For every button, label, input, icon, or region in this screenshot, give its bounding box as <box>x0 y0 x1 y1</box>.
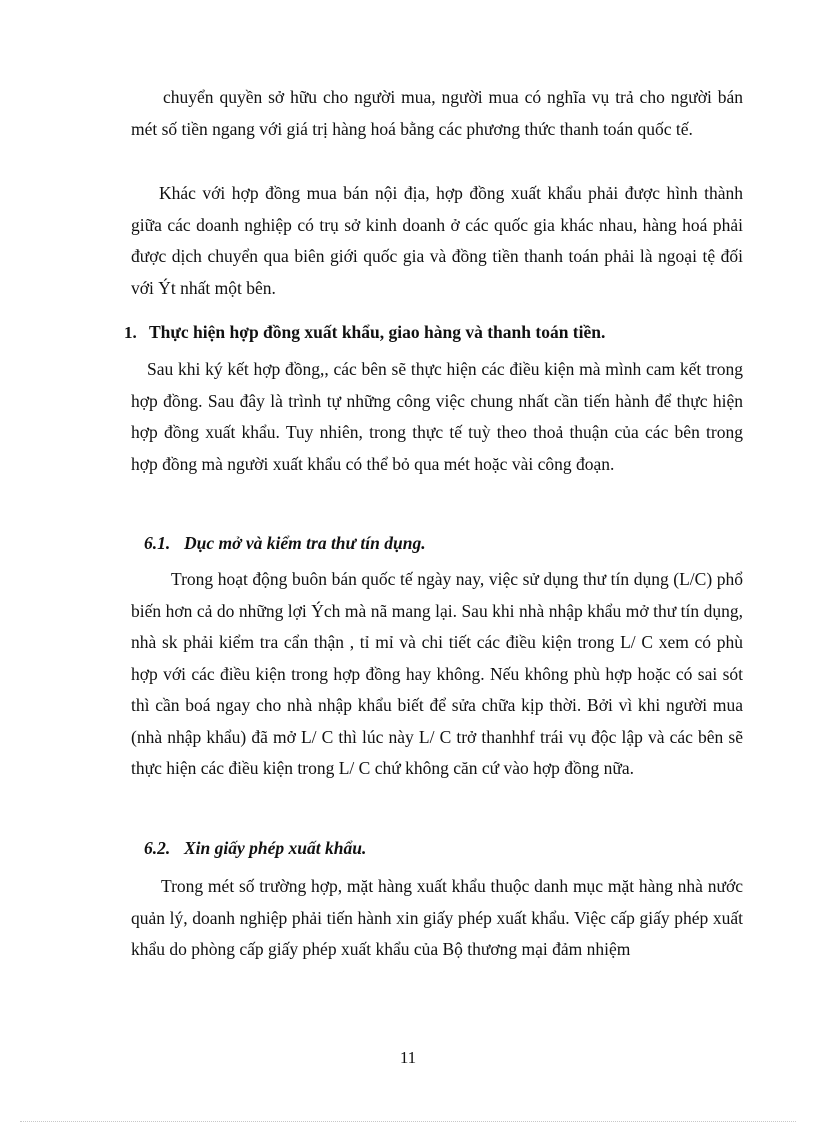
subsection-title: Xin giấy phép xuất khẩu. <box>184 838 367 858</box>
paragraph: Trong mét số trường hợp, mặt hàng xuất khẩu thuộc danh mục mặt hàng nhà nước quản lý, doanh nghiệp phải tiến hành xin giấy phép xuất khẩu. Việc cấp giấy phép xuất khẩu do phòng cấp giấy phép xuất khẩu của Bộ thương mại đảm nhiệm <box>131 876 743 959</box>
page-bottom-border <box>20 1121 796 1122</box>
section-title: Thực hiện hợp đồng xuất khẩu, giao hàng và thanh toán tiền. <box>149 322 606 342</box>
section-number: 1. <box>124 323 137 342</box>
paragraph: chuyển quyền sở hữu cho người mua, người mua có nghĩa vụ trả cho người bán mét số tiền ngang với giá trị hàng hoá bằng các phương thức thanh toán quốc tế. <box>131 87 743 139</box>
paragraph: Sau khi ký kết hợp đồng,, các bên sẽ thực hiện các điều kiện mà mình cam kết trong hợp đồng. Sau đây là trình tự những công việc chung nhất cần tiến hành để thực hiện hợp đồng xuất khẩu. Tuy nhiên, trong thực tế tuỳ theo thoả thuận của các bên trong hợp đồng mà người xuất khẩu có thể bỏ qua mét hoặc vài công đoạn. <box>131 359 743 474</box>
paragraph: Trong hoạt động buôn bán quốc tế ngày nay, việc sử dụng thư tín dụng (L/C) phổ biến hơn cả do những lợi Ých mà nã mang lại. Sau khi nhà nhập khẩu mở thư tín dụng, nhà sk phải kiểm tra cẩn thận , tỉ mỉ và chi tiết các điều kiện trong L/ C xem có phù hợp với các điều kiện trong hợp đồng hay không. Nếu không phù hợp hoặc có sai sót thì cần boá ngay cho nhà nhập khẩu biết để sửa chữa kịp thời. Bởi vì khi người mua (nhà nhập khẩu) đã mở L/ C thì lúc này L/ C trở thanhhf trái vụ độc lập và các bên sẽ thực hiện các điều kiện trong L/ C chứ không căn cứ vào hợp đồng nữa. <box>131 569 743 778</box>
paragraph: Khác với hợp đồng mua bán nội địa, hợp đồng xuất khẩu phải được hình thành giữa các doanh nghiệp có trụ sở kinh doanh ở các quốc gia khác nhau, hàng hoá phải được dịch chuyển qua biên giới quốc gia và đồng tiền thanh toán phải là ngoại tệ đối với Ýt nhất một bên. <box>131 183 743 298</box>
subsection-heading <box>144 531 426 555</box>
subsection-title: Dục mở và kiểm tra thư tín dụng. <box>184 533 426 553</box>
subsection-number: 6.2. <box>144 838 171 858</box>
section-heading <box>124 320 605 345</box>
page-number: 11 <box>399 1048 417 1067</box>
subsection-number: 6.1. <box>144 533 171 553</box>
subsection-heading <box>144 836 366 860</box>
